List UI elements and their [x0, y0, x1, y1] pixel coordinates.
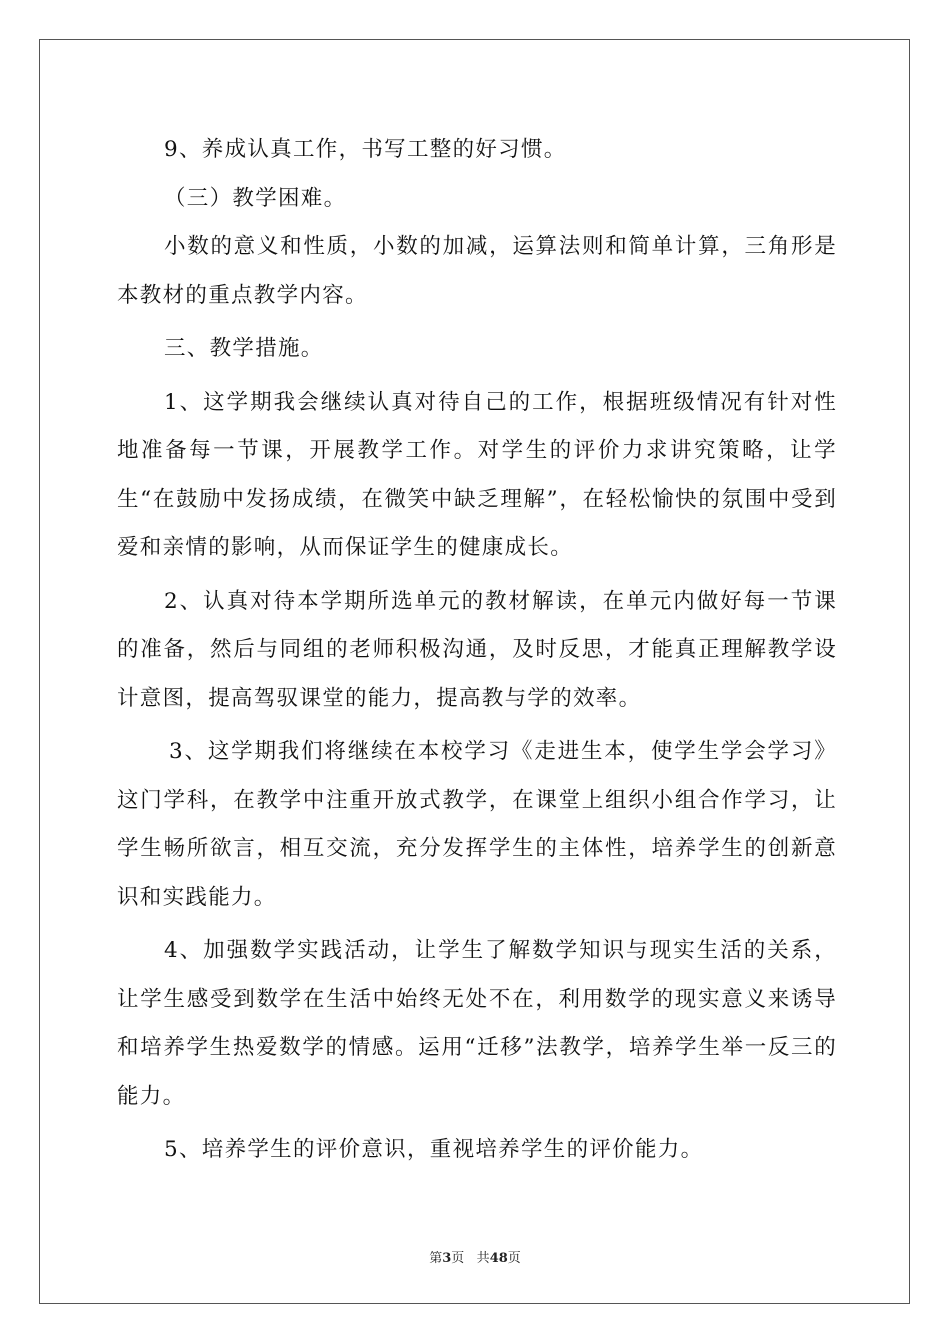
- footer-page-number: 3: [442, 1251, 452, 1266]
- paragraph-key-content: 小数的意义和性质，小数的加减，运算法则和简单计算，三角形是本教材的重点教学内容。: [117, 234, 837, 308]
- footer-page-prefix: 第: [429, 1251, 443, 1266]
- paragraph-measure-3: 3、这学期我们将继续在本校学习《走进生本，使学生学会学习》这门学科，在教学中注重开放式教学，在课堂上组织小组合作学习，让学生畅所欲言，相互交流，充分发挥学生的主体性，培养学生的创新意识和实践能力。: [117, 739, 837, 910]
- paragraph-measure-1: 1、这学期我会继续认真对待自己的工作，根据班级情况有针对性地准备每一节课，开展教学工作。对学生的评价力求讲究策略，让学生“在鼓励中发扬成绩，在微笑中缺乏理解”，在轻松愉快的氛围中受到爱和亲情的影响，从而保证学生的健康成长。: [117, 389, 837, 560]
- paragraph-measure-4: 4、加强数学实践活动，让学生了解数学知识与现实生活的关系，让学生感受到数学在生活中始终无处不在，利用数学的现实意义来诱导和培养学生热爱数学的情感。运用“迁移”法教学，培养学生举一反三的能力。: [117, 938, 837, 1109]
- page-footer: [0, 1247, 950, 1266]
- section-heading-difficulties: （三）教学困难。: [164, 185, 347, 211]
- footer-page-suffix: 页: [451, 1251, 465, 1266]
- section-heading-measures: 三、教学措施。: [164, 336, 324, 361]
- document-body: [117, 126, 837, 1175]
- footer-total-prefix: 共: [476, 1251, 490, 1266]
- paragraph-measure-2: 2、认真对待本学期所选单元的教材解读，在单元内做好每一节课的准备，然后与同组的老师积极沟通，及时反思，才能真正理解教学设计意图，提高驾驭课堂的能力，提高教与学的效率。: [117, 588, 837, 711]
- footer-total-pages: 48: [489, 1251, 508, 1266]
- footer-total-suffix: 页: [507, 1251, 521, 1266]
- paragraph-measure-5: 5、培养学生的评价意识，重视培养学生的评价能力。: [164, 1137, 704, 1162]
- paragraph-item-9: 9、养成认真工作，书写工整的好习惯。: [164, 137, 567, 162]
